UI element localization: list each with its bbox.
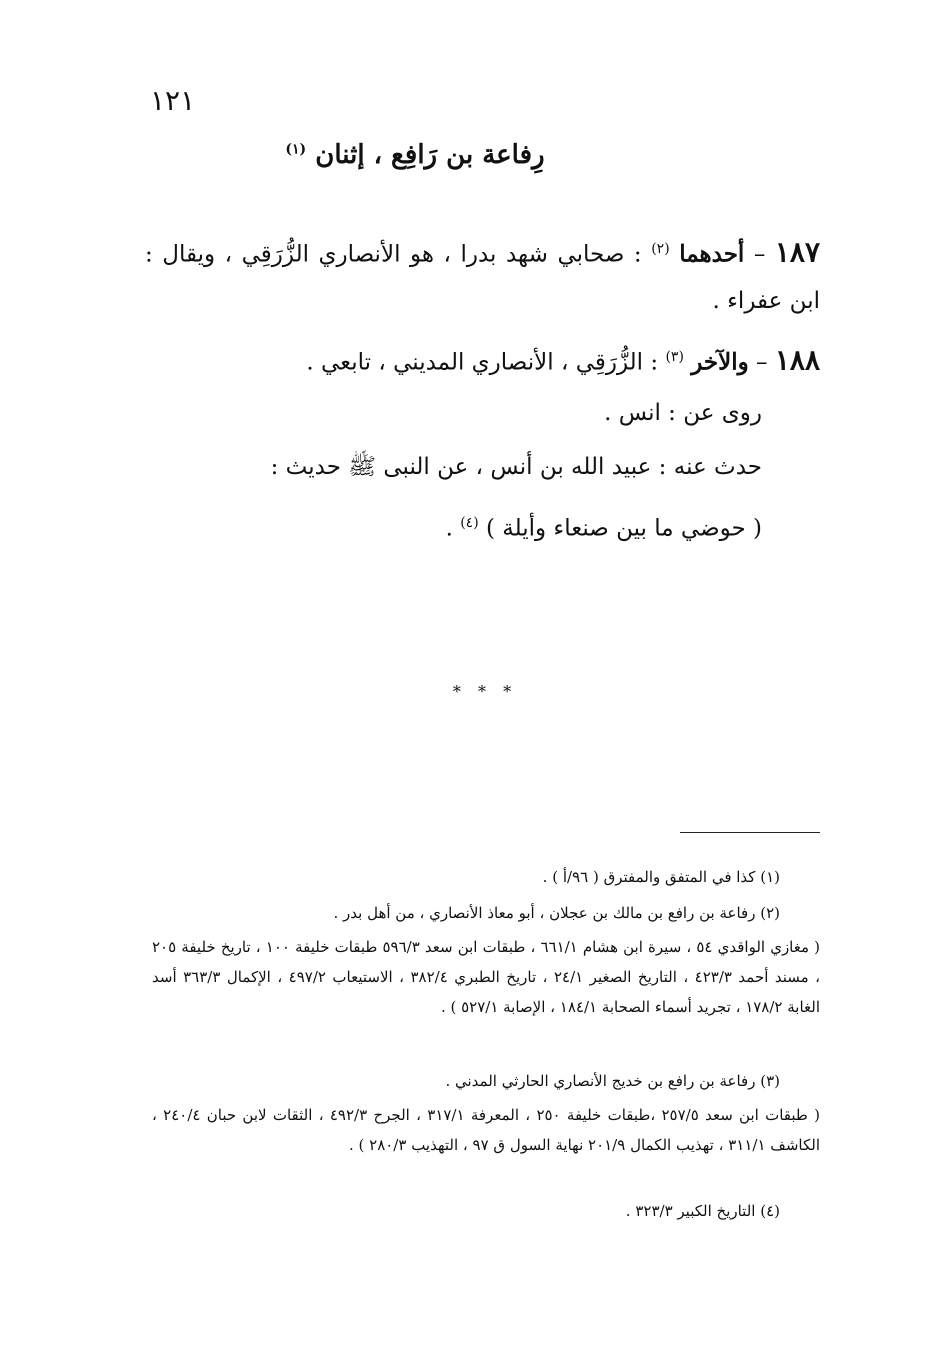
footnote-3: (٣) رفاعة بن رافع بن خديج الأنصاري الحارثي المدني . — [445, 1072, 780, 1090]
entry-number: ١٨٧ — [774, 235, 821, 269]
chapter-title-text: رِفاعة بن رَافِع ، إثنان — [315, 140, 545, 170]
footnote-2: (٢) رفاعة بن رافع بن مالك بن عجلان ، أبو معاذ الأنصاري ، من أهل بدر . — [333, 904, 780, 922]
chapter-title-note: (١) — [285, 141, 307, 158]
entry-head: أحدهما — [679, 240, 745, 268]
footnote-3-sources: ( طبقات ابن سعد ٢٥٧/٥ ،طبقات خليفة ٢٥٠ ، المعرفة ٣١٧/١ ، الجرح ٤٩٢/٣ ، الثقات لابن حبان ٢٤٠/٤ ، الكاشف ٣١١/١ ، تهذيب الكمال ٢٠١/٩ نهاية السول ق ٩٧ ، التهذيب ٢٨٠/٣ ) . — [152, 1106, 821, 1154]
entry-dash: – — [748, 349, 775, 376]
hadith-note: (٤) — [460, 515, 479, 531]
entry-head: والآخر — [691, 348, 749, 376]
footnote-2-sources: ( مغازي الواقدي ٥٤ ، سيرة ابن هشام ٦٦١/١ ، طبقات ابن سعد ٥٩٦/٣ طبقات خليفة ١٠٠ ، تاريخ خليفة ٢٠٥ ، مسند أحمد ٤٢٣/٣ ، التاريخ الصغير ٢٤/١ ، تاريخ الطبري ٣٨٢/٤ ، الاستيعاب ٤٩٧/٢ ، الإكمال ٣٦٣/٣ أسد الغابة ١٧٨/٢ ، تجريد أسماء الصحابة ١٨٤/١ ، الإصابة ٥٢٧/١ ) . — [152, 938, 821, 1016]
section-separator: * * * — [452, 682, 518, 701]
narrated-from: روى عن : انس . — [604, 400, 762, 426]
entry-text: : صحابي شهد بدرا ، هو الأنصاري الزُّرَقِي ، ويقال : ابن عفراء . — [145, 241, 820, 314]
page-number: ١٢١ — [150, 84, 196, 117]
footnotes — [152, 0, 820, 1365]
footnote-4: (٤) التاريخ الكبير ٣٢٣/٣ . — [625, 1202, 780, 1220]
hadith-text: ( حوضي ما بين صنعاء وأيلة ) — [485, 515, 762, 542]
footnote-1: (١) كذا في المتفق والمفترق ( ٩٦/أ ) . — [542, 868, 780, 886]
entry-number: ١٨٨ — [774, 343, 820, 377]
entry-text: : الزُّرَقِي ، الأنصاري المديني ، تابعي . — [306, 349, 666, 376]
narrated-by: حدث عنه : عبيد الله بن أنس ، عن النبى ﷺ حديث : — [270, 454, 762, 480]
entry-note: (٣) — [665, 349, 684, 365]
entry-dash: – — [744, 241, 775, 268]
entry-note: (٢) — [651, 241, 670, 257]
hadith-end: . — [445, 515, 461, 542]
